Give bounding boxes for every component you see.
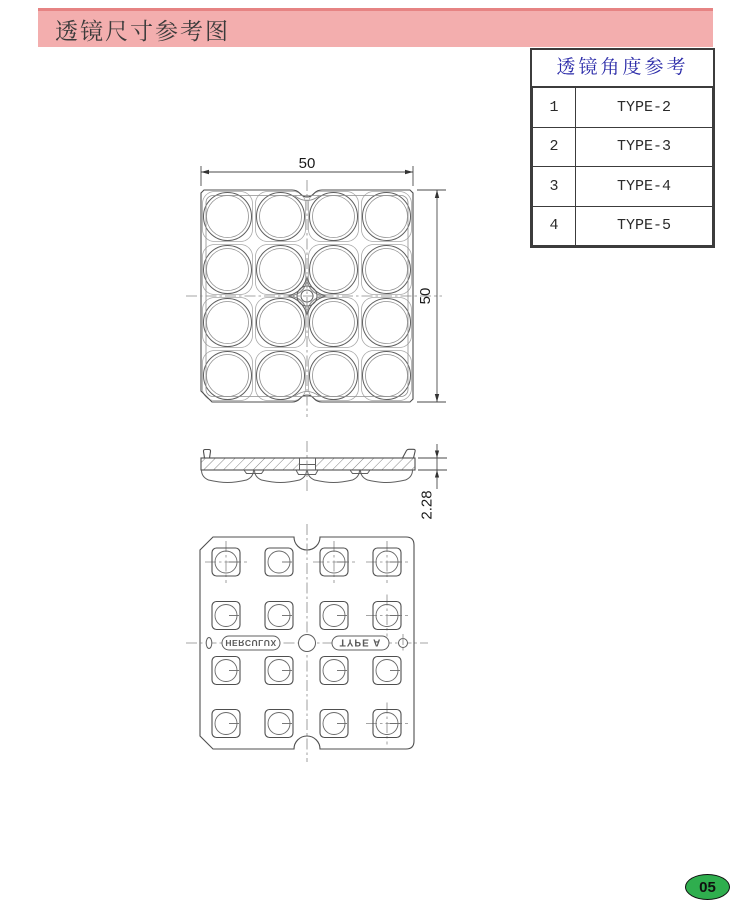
lens-ring-outer [257,352,305,400]
lens-ring-inner [260,355,302,397]
section-view-drawing [201,441,447,520]
center-hole-bottom [299,635,316,652]
row-type-value: TYPE-3 [576,127,713,167]
lens-cell [362,351,412,401]
lens-ring-outer [204,193,252,241]
row-type-value: TYPE-4 [576,167,713,207]
lens-ring-inner [260,249,302,291]
row-number: 1 [533,88,576,128]
lens-cell [309,298,359,348]
lens-ring-outer [310,299,358,347]
row-number: 3 [533,167,576,207]
lens-ring-outer [310,193,358,241]
lens-ring-outer [204,299,252,347]
row-number: 2 [533,127,576,167]
type-mark-label: TYPE A [339,636,382,648]
dim-thickness-label: 2.28 [418,490,436,520]
lens-ring-outer [363,352,411,400]
arrowhead [435,190,439,198]
lens-cell [362,298,412,348]
lens-ring-outer [310,246,358,294]
lens-ring-inner [207,302,249,344]
arrowhead [405,170,413,174]
lens-ring-inner [313,196,355,238]
page-number-badge [685,874,730,900]
lens-cell [256,192,306,242]
lens-ring-inner [313,249,355,291]
lens-ring-outer [204,352,252,400]
lens-cell [203,245,253,295]
lens-ring-inner [260,302,302,344]
arrowhead [201,170,209,174]
lens-ring-outer [257,246,305,294]
lens-cell [362,192,412,242]
arrowhead [435,470,439,478]
lens-cell [203,298,253,348]
lens-ring-inner [366,249,408,291]
right-tab [403,449,416,458]
page-title: 透镜尺寸参考图 [55,18,230,44]
lens-ring-inner [207,355,249,397]
lens-ring-outer [310,352,358,400]
dim-height-label: 50 [417,287,434,305]
lens-ring-inner [207,196,249,238]
lens-cell [362,245,412,295]
row-type-value: TYPE-2 [576,88,713,128]
lens-ring-inner [313,355,355,397]
lens-cell [309,351,359,401]
lens-cell [309,245,359,295]
left-tab [203,450,210,459]
lens-cell [256,351,306,401]
lens-ring-inner [366,196,408,238]
lens-ring-outer [257,299,305,347]
top-view-drawing [186,155,446,417]
lens-ring-outer [363,299,411,347]
lens-cell [203,192,253,242]
lens-ring-inner [313,302,355,344]
lens-ring-outer [257,193,305,241]
row-number: 4 [533,206,576,246]
page-number: 05 [699,878,716,896]
brand-mark-label: HERCULUX [225,638,277,648]
arrowhead [435,394,439,402]
dim-width-label: 50 [298,155,316,172]
side-gate-mark [206,638,212,649]
angle-table-title: 透镜角度参考 [532,50,713,87]
lens-ring-outer [363,246,411,294]
lens-ring-outer [204,246,252,294]
lens-cell [256,298,306,348]
lens-ring-inner [207,249,249,291]
lens-ring-inner [260,196,302,238]
bottom-view-drawing [186,524,428,762]
lens-cell [256,245,306,295]
lens-ring-inner [366,355,408,397]
lens-ring-outer [363,193,411,241]
arrowhead [435,451,439,459]
lens-cell [309,192,359,242]
lens-cell [203,351,253,401]
lens-ring-inner [366,302,408,344]
row-type-value: TYPE-5 [576,206,713,246]
